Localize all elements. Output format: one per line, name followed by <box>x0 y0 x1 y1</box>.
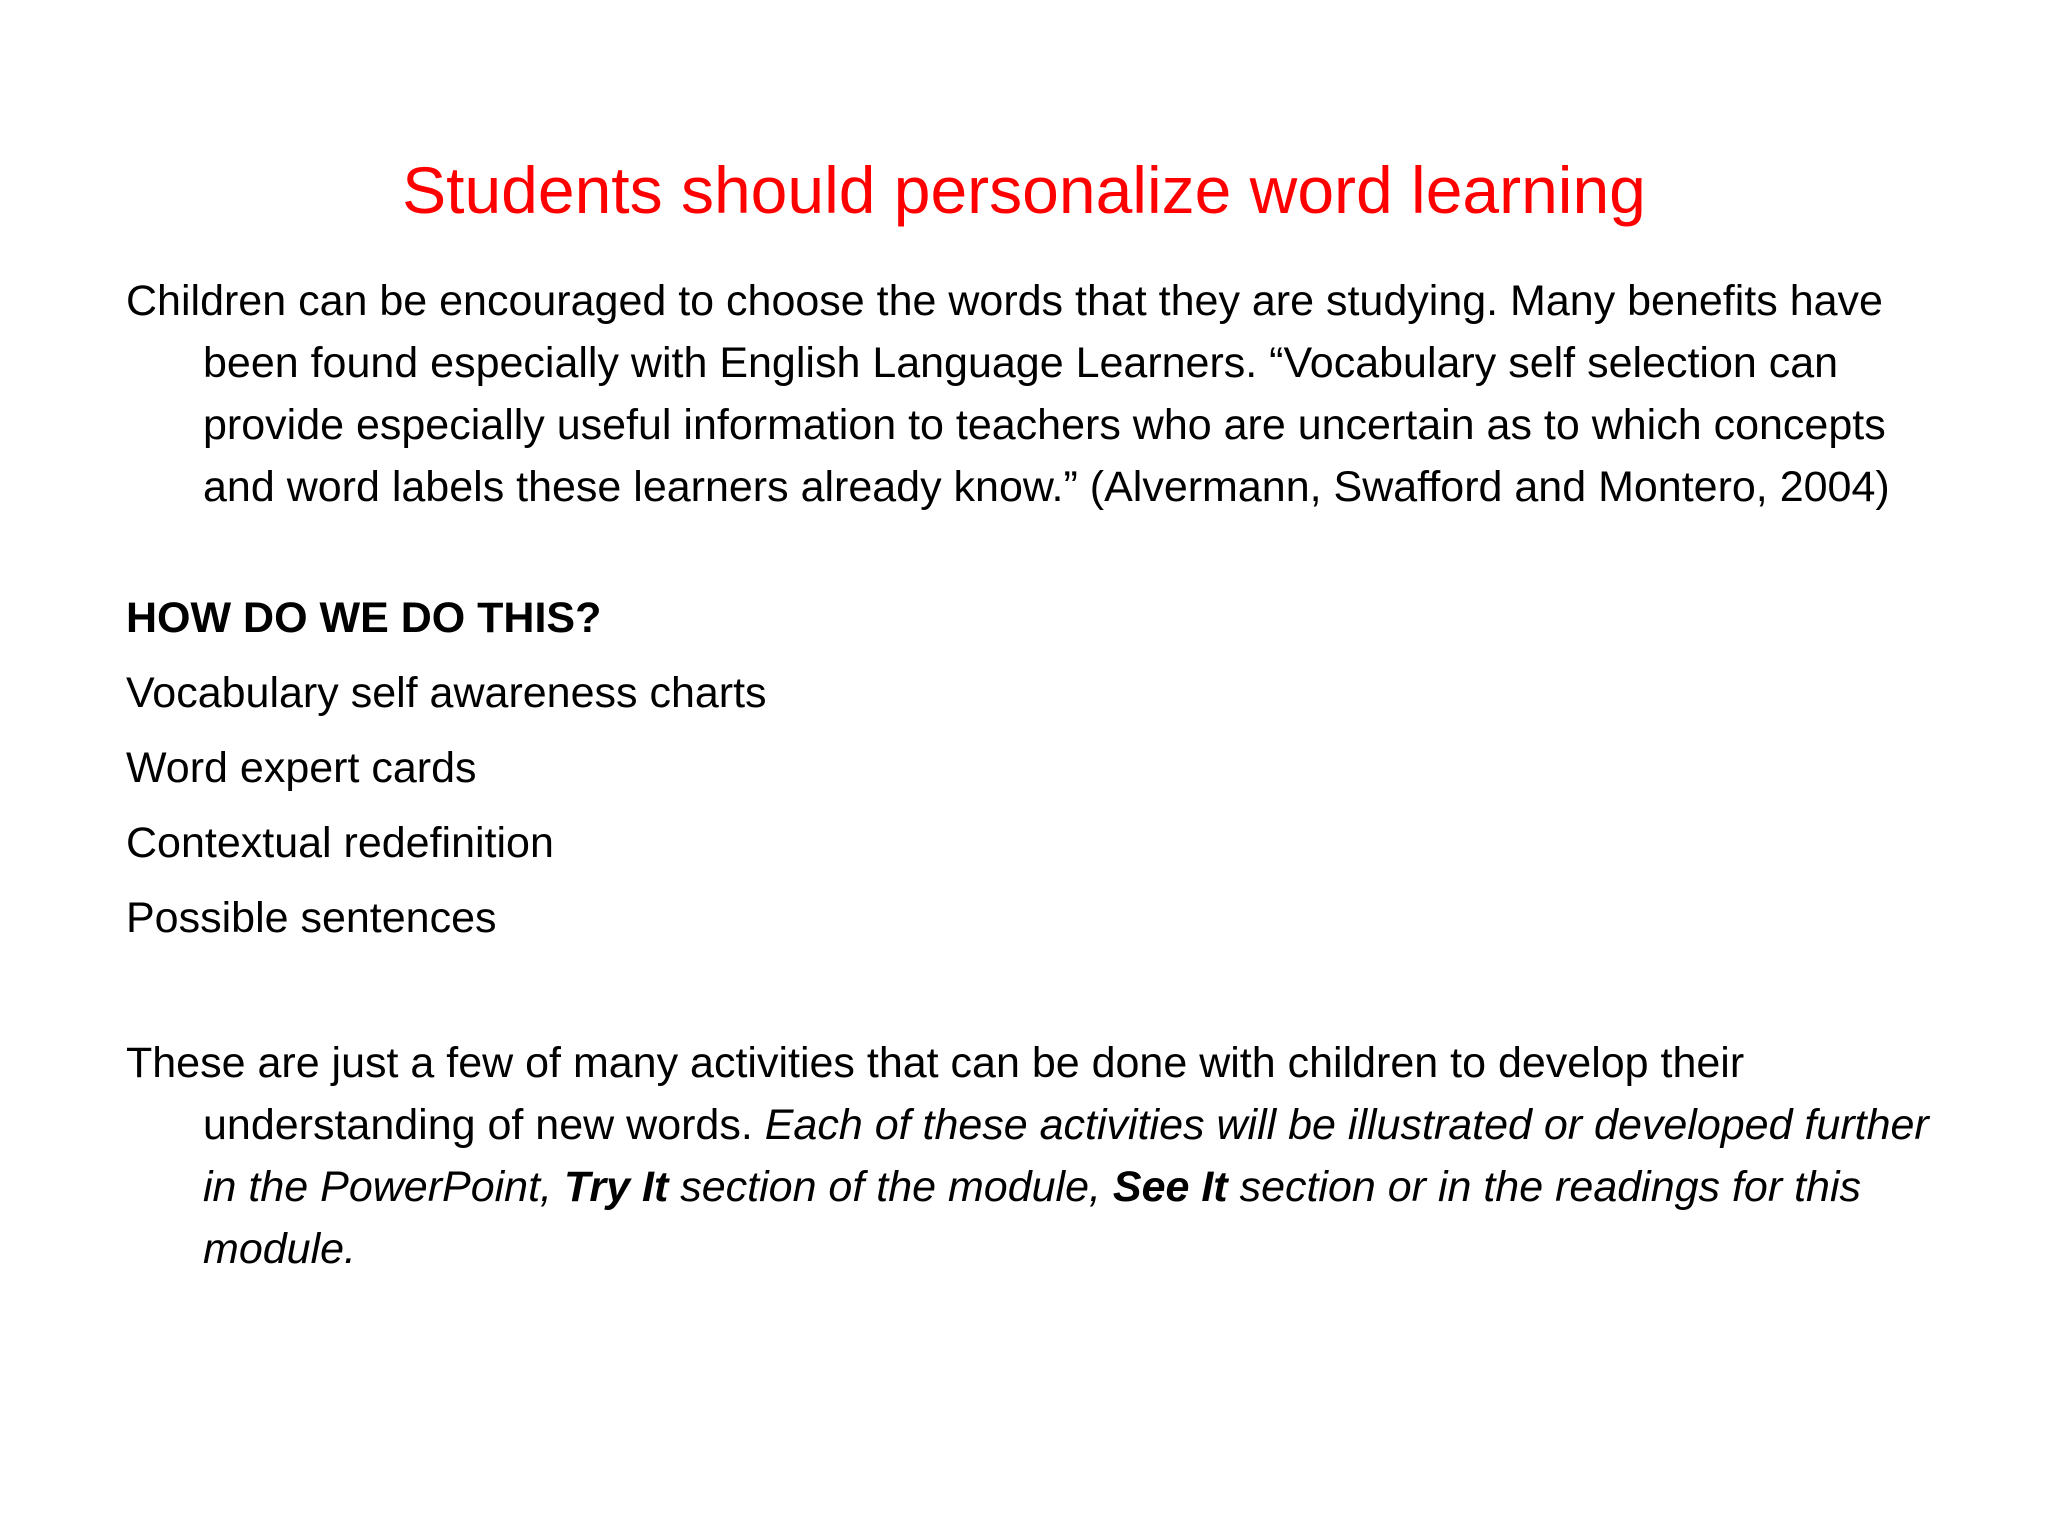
closing-italic-text-3: section or in the readings for this module. <box>203 1163 1862 1273</box>
closing-italic-text: Each of these activities will be illustrated or developed further in the PowerPoint, <box>203 1101 1929 1211</box>
try-it-label: Try It <box>563 1163 669 1211</box>
intro-paragraph: Children can be encouraged to choose the words that they are studying. Many benefits have been found especially with English Language Learners. “Vocabulary self selection can provide especially useful information to teachers who are uncertain as to which concepts and word labels these learners already know.” (Alvermann, Swafford and Montero, 2004) <box>126 277 1890 511</box>
closing-italic-text-2: section of the module, <box>668 1163 1113 1211</box>
activities-list <box>126 662 1946 962</box>
closing-paragraph <box>126 1032 1946 1280</box>
slide-title: Students should personalize word learning <box>402 153 1646 227</box>
how-heading: HOW DO WE DO THIS? <box>126 594 602 642</box>
list-item: Contextual redefinition <box>126 819 554 867</box>
closing-plain-text: These are just a few of many activities that can be done with children to develop their understanding of new words. <box>126 1039 1745 1149</box>
see-it-label: See It <box>1112 1163 1228 1211</box>
list-item: Word expert cards <box>126 744 477 792</box>
list-item: Possible sentences <box>126 894 497 942</box>
slide-body <box>126 270 1946 1280</box>
list-item: Vocabulary self awareness charts <box>126 669 767 717</box>
